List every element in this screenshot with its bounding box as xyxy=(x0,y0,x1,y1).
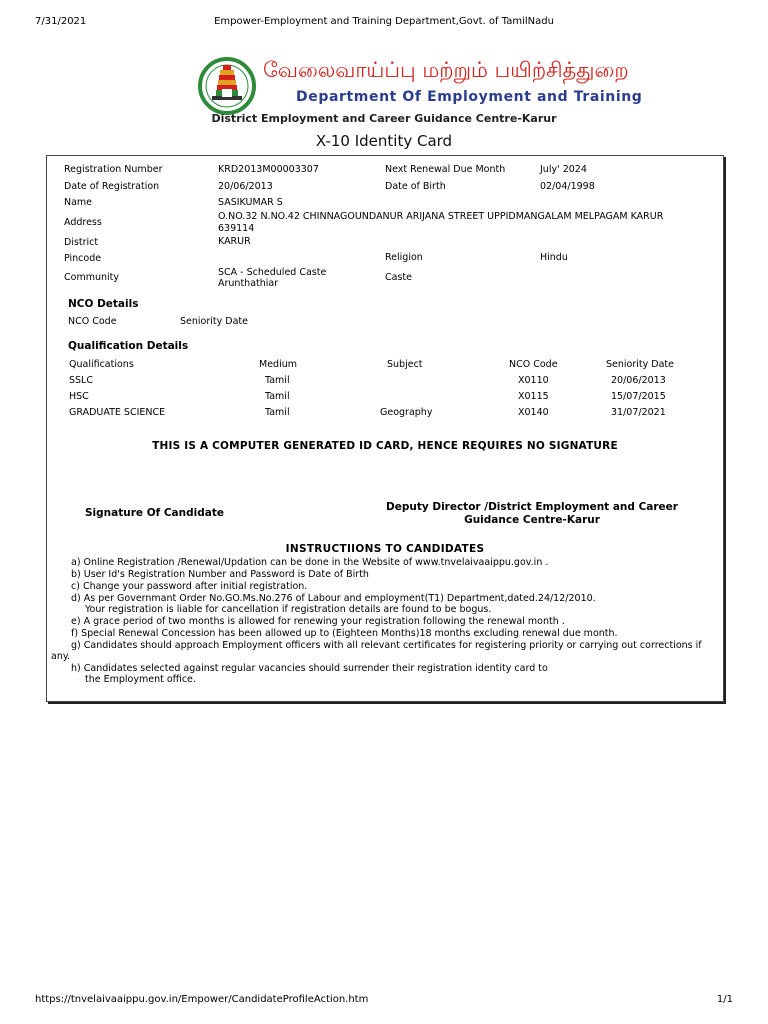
nco-code-label: NCO Code xyxy=(68,316,117,327)
table-cell: SSLC xyxy=(69,375,93,386)
pincode-label: Pincode xyxy=(64,253,102,264)
officer-signature-label xyxy=(377,501,687,527)
community-line-2: Arunthathiar xyxy=(218,278,279,289)
table-cell: Tamil xyxy=(265,375,290,386)
instruction-line: c) Change your password after initial registration. xyxy=(71,581,308,592)
instruction-line: e) A grace period of two months is allowed for renewing your registration following the renewal month . xyxy=(71,616,565,627)
table-cell: GRADUATE SCIENCE xyxy=(69,407,166,418)
table-cell: Geography xyxy=(380,407,433,418)
table-cell: X0115 xyxy=(518,391,549,402)
instruction-line: h) Candidates selected against regular vacancies should surrender their registration identity card to xyxy=(71,663,548,674)
candidate-signature-label: Signature Of Candidate xyxy=(85,507,224,519)
table-cell: X0140 xyxy=(518,407,549,418)
col-seniority-date: Seniority Date xyxy=(606,359,674,370)
officer-line-1: Deputy Director /District Employment and Career xyxy=(386,501,678,513)
instruction-line: a) Online Registration /Renewal/Updation can be done in the Website of www.tnvelaivaaippu.gov.in . xyxy=(71,557,549,568)
tamil-department-title: வேலைவாய்ப்பு மற்றும் பயிற்சித்துறை xyxy=(263,58,629,82)
dob-label: Date of Birth xyxy=(385,181,446,192)
district-value: KARUR xyxy=(218,236,251,247)
renewal-month-label: Next Renewal Due Month xyxy=(385,164,506,175)
district-label: District xyxy=(64,237,99,248)
registration-date-value: 20/06/2013 xyxy=(218,181,273,192)
table-cell: 15/07/2015 xyxy=(611,391,666,402)
caste-label: Caste xyxy=(385,272,412,283)
religion-label: Religion xyxy=(385,252,423,263)
col-medium: Medium xyxy=(259,359,297,370)
table-cell: Tamil xyxy=(265,391,290,402)
instructions-title: INSTRUCTIIONS TO CANDIDATES xyxy=(285,543,485,555)
department-title: Department Of Employment and Training xyxy=(296,89,643,105)
print-page-title: Empower-Employment and Training Department,Govt. of TamilNadu xyxy=(214,16,554,27)
nco-seniority-label: Seniority Date xyxy=(180,316,248,327)
address-line-1: O.NO.32 N.NO.42 CHINNAGOUNDANUR ARIJANA STREET UPPIDMANGALAM MELPAGAM KARUR xyxy=(218,211,664,222)
tamilnadu-emblem-logo xyxy=(198,53,256,119)
instruction-line: the Employment office. xyxy=(85,674,196,685)
renewal-month-value: July' 2024 xyxy=(540,164,587,175)
registration-number-value: KRD2013M00003307 xyxy=(218,164,319,175)
dob-value: 02/04/1998 xyxy=(540,181,595,192)
registration-number-label: Registration Number xyxy=(64,164,163,175)
table-cell: X0110 xyxy=(518,375,549,386)
print-url: https://tnvelaivaaippu.gov.in/Empower/CandidateProfileAction.htm xyxy=(35,994,369,1005)
card-title: X-10 Identity Card xyxy=(315,132,453,150)
religion-value: Hindu xyxy=(540,252,568,263)
identity-card xyxy=(46,155,724,702)
officer-line-2: Guidance Centre-Karur xyxy=(464,514,600,526)
community-line-1: SCA - Scheduled Caste xyxy=(218,267,327,278)
registration-date-label: Date of Registration xyxy=(64,181,160,192)
table-cell: 31/07/2021 xyxy=(611,407,666,418)
no-signature-note: THIS IS A COMPUTER GENERATED ID CARD, HENCE REQUIRES NO SIGNATURE xyxy=(152,440,618,452)
table-cell: 20/06/2013 xyxy=(611,375,666,386)
nco-section-title: NCO Details xyxy=(68,298,139,310)
address-label: Address xyxy=(64,217,102,228)
table-cell: HSC xyxy=(69,391,89,402)
centre-name: District Employment and Career Guidance Centre-Karur xyxy=(211,112,557,125)
col-nco-code: NCO Code xyxy=(509,359,558,370)
instruction-line: d) As per Governmant Order No.GO.Ms.No.276 of Labour and employment(T1) Department,dated.24/12/2010. xyxy=(71,593,596,604)
instruction-line: f) Special Renewal Concession has been allowed up to (Eighteen Months)18 months excluding renewal due month. xyxy=(71,628,618,639)
instruction-line: b) User Id's Registration Number and Password is Date of Birth xyxy=(71,569,369,580)
name-value: SASIKUMAR S xyxy=(218,197,283,208)
col-subject: Subject xyxy=(387,359,423,370)
instruction-line: any. xyxy=(51,651,71,662)
address-line-2: 639114 xyxy=(218,223,255,234)
community-label: Community xyxy=(64,272,119,283)
print-page-number: 1/1 xyxy=(716,994,733,1005)
print-date: 7/31/2021 xyxy=(35,16,87,27)
qualification-section-title: Qualification Details xyxy=(68,340,189,352)
table-cell: Tamil xyxy=(265,407,290,418)
instruction-line: g) Candidates should approach Employment officers with all relevant certificates for registering priority or carrying out corrections if xyxy=(71,640,702,651)
col-qualifications: Qualifications xyxy=(69,359,134,370)
instruction-line: Your registration is liable for cancellation if registration details are found to be bogus. xyxy=(85,604,492,615)
name-label: Name xyxy=(64,197,93,208)
